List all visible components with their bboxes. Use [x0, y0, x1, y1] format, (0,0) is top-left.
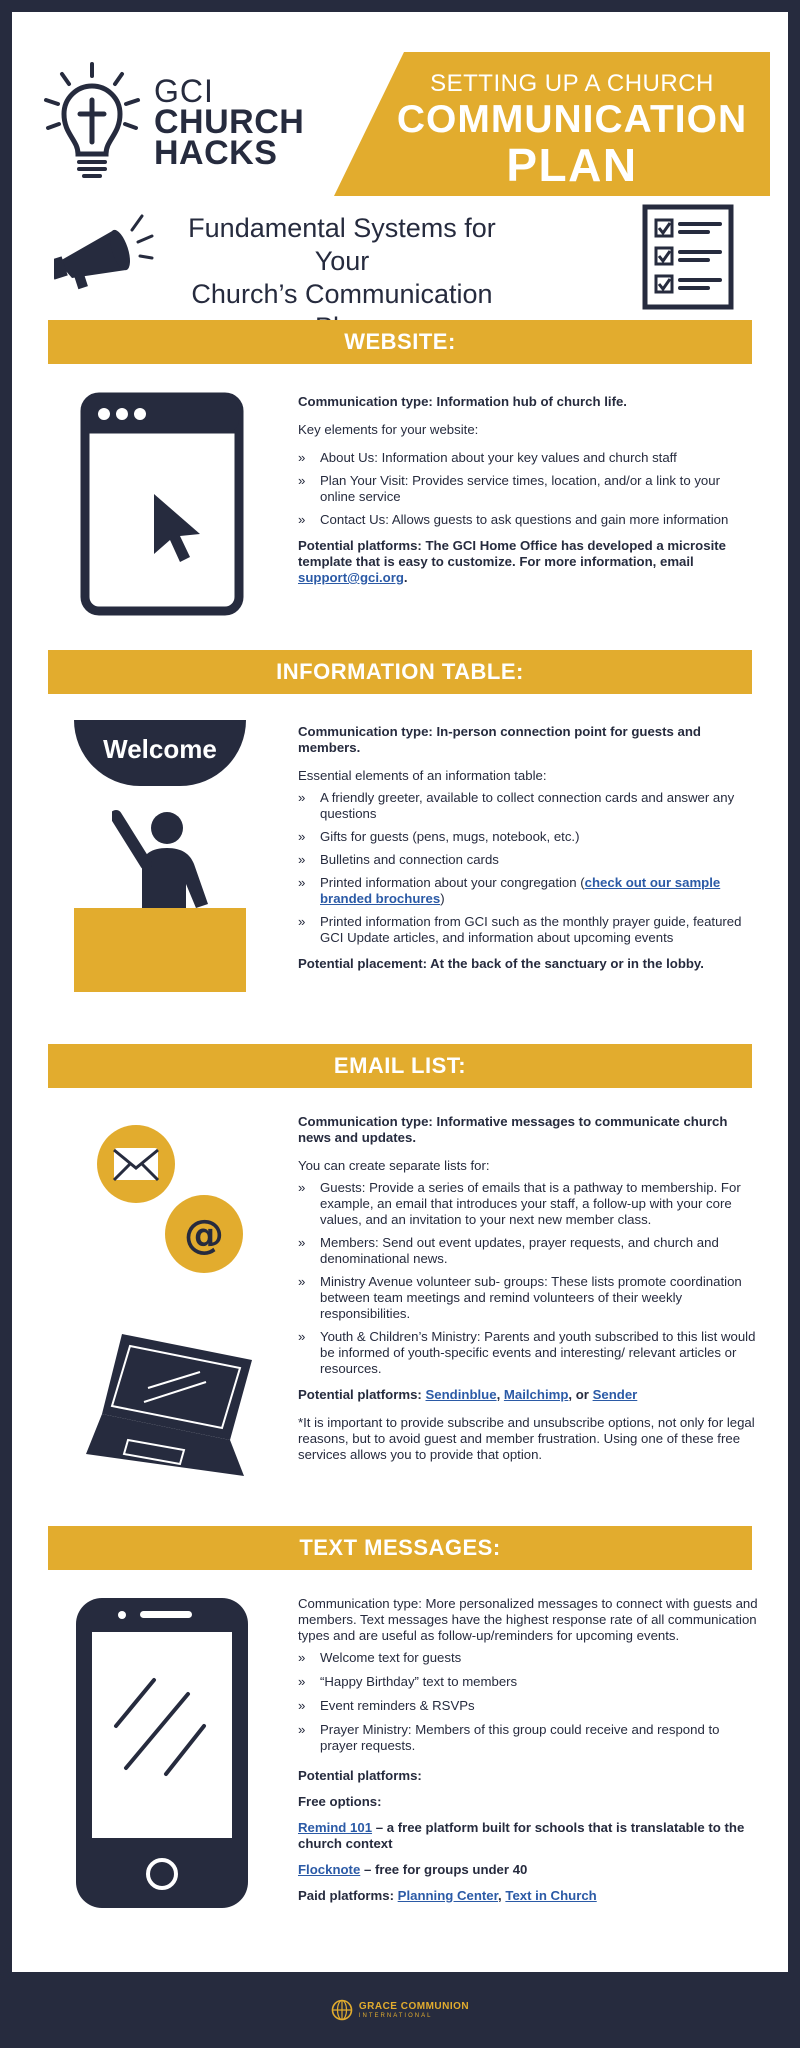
paid-label: Paid platforms: — [298, 1888, 398, 1903]
text-messages-section-header: TEXT MESSAGES: — [48, 1526, 752, 1570]
separator: , or — [568, 1387, 593, 1402]
info-table-text — [298, 724, 758, 984]
title-banner — [334, 52, 770, 196]
logo-hacks: HACKS — [154, 134, 278, 172]
website-section-header: WEBSITE: — [48, 320, 752, 364]
item-text: Printed information about your congregation ( — [320, 875, 585, 890]
list-item: » Plan Your Visit: Provides service times, location, and/or a link to your online service — [298, 473, 758, 505]
text-uses-list — [298, 1650, 758, 1754]
globe-icon — [331, 1999, 353, 2021]
text-messages-text — [298, 1596, 758, 1916]
list-item: » Welcome text for guests — [298, 1650, 758, 1666]
svg-text:@: @ — [184, 1212, 224, 1258]
email-lists-list — [298, 1180, 758, 1377]
remind-option — [298, 1820, 758, 1852]
footer — [0, 1972, 800, 2048]
list-item: » A friendly greeter, available to collect connection cards and answer any questions — [298, 790, 758, 822]
logo-gci: GCI — [154, 73, 214, 109]
website-text — [298, 394, 758, 598]
flocknote-option — [298, 1862, 758, 1878]
person-waving-icon — [112, 808, 222, 918]
at-sign-icon — [164, 1194, 244, 1274]
email-comm-type: Communication type: Informative messages to communicate church news and updates. — [298, 1114, 728, 1145]
info-table-elements-list — [298, 790, 758, 946]
email-list-text — [298, 1114, 758, 1475]
info-table-comm-type: Communication type: In-person connection point for guests and members. — [298, 724, 701, 755]
banner-line-1: SETTING UP A CHURCH — [430, 70, 714, 97]
information-desk — [74, 908, 246, 992]
list-item: » Guests: Provide a series of emails that is a pathway to membership. For example, an email that introduces your staff, a follow-up with your core values, and an invitation to your next new member class. — [298, 1180, 758, 1228]
mailchimp-link[interactable]: Mailchimp — [503, 1387, 569, 1402]
text-platforms-label: Potential platforms: — [298, 1768, 422, 1783]
banner-line-2: COMMUNICATION — [396, 98, 748, 141]
info-table-section-header: INFORMATION TABLE: — [48, 650, 752, 694]
list-item: » Bulletins and connection cards — [298, 852, 758, 868]
browser-window-icon — [80, 392, 244, 616]
email-list-section-header: EMAIL LIST: — [48, 1044, 752, 1088]
gci-church-hacks-logo — [42, 62, 342, 192]
list-item: » Contact Us: Allows guests to ask questions and gain more information — [298, 512, 758, 528]
lightbulb-cross-icon — [42, 62, 142, 182]
platforms-label: Potential platforms: — [298, 1387, 426, 1402]
laptop-icon — [84, 1330, 254, 1478]
info-table-intro: Essential elements of an information table: — [298, 768, 547, 783]
list-item: » Event reminders & RSVPs — [298, 1698, 758, 1714]
separator: , — [496, 1387, 504, 1402]
info-table-placement: Potential placement: At the back of the sanctuary or in the lobby. — [298, 956, 704, 971]
checklist-icon — [642, 204, 734, 310]
remind-desc: – a free platform built for schools that is translatable to the church context — [298, 1820, 745, 1851]
website-elements-list — [298, 450, 758, 528]
website-platforms-text: Potential platforms: The GCI Home Office has developed a microsite template that is easy to customize. For more information, email — [298, 538, 726, 569]
website-comm-type: Communication type: Information hub of church life. — [298, 394, 627, 409]
list-item: » About Us: Information about your key values and church staff — [298, 450, 758, 466]
paid-platforms — [298, 1888, 758, 1904]
flocknote-link[interactable]: Flocknote — [298, 1862, 361, 1877]
list-item — [298, 875, 758, 907]
list-item: » Prayer Ministry: Members of this group could receive and respond to prayer requests. — [298, 1722, 758, 1754]
website-intro: Key elements for your website: — [298, 422, 479, 437]
envelope-icon — [96, 1124, 176, 1204]
text-free-label: Free options: — [298, 1794, 382, 1809]
email-platforms — [298, 1387, 758, 1403]
sender-link[interactable]: Sender — [592, 1387, 638, 1402]
brochures-link[interactable]: check out our sample branded brochures — [320, 875, 721, 906]
subheading-line-2: Church’s Communication — [191, 279, 493, 309]
item-text-end: ) — [440, 891, 445, 906]
support-email-link[interactable]: support@gci.org — [298, 570, 404, 585]
welcome-sign: Welcome — [74, 720, 246, 786]
list-item: » “Happy Birthday” text to members — [298, 1674, 758, 1690]
text-in-church-link[interactable]: Text in Church — [505, 1888, 597, 1903]
planning-center-link[interactable]: Planning Center — [397, 1888, 499, 1903]
separator: , — [498, 1888, 506, 1903]
sendinblue-link[interactable]: Sendinblue — [425, 1387, 497, 1402]
megaphone-icon — [54, 212, 154, 292]
list-item: » Members: Send out event updates, prayer requests, and church and denominational news. — [298, 1235, 758, 1267]
banner-line-3: PLAN — [506, 139, 638, 191]
flocknote-desc: – free for groups under 40 — [360, 1862, 528, 1877]
infographic-page — [12, 12, 788, 1972]
list-item: » Printed information from GCI such as the monthly prayer guide, featured GCI Update articles, and information about upcoming events — [298, 914, 758, 946]
list-item: » Ministry Avenue volunteer sub- groups: These lists promote coordination between team meetings and remind volunteers of their weekly responsibilities. — [298, 1274, 758, 1322]
website-platforms-period: . — [403, 570, 408, 585]
logo-church: CHURCH — [154, 103, 305, 141]
email-intro: You can create separate lists for: — [298, 1158, 490, 1173]
footer-org-line-2: INTERNATIONAL — [358, 2012, 433, 2019]
website-platforms — [298, 538, 758, 586]
gci-footer-logo — [331, 1999, 469, 2021]
subheading-line-1: Fundamental Systems for Your — [188, 213, 496, 276]
list-item: » Youth & Children’s Ministry: Parents and youth subscribed to this list would be informed of youth-specific events and interesting/ relevant articles or resources. — [298, 1329, 758, 1377]
list-item: » Gifts for guests (pens, mugs, notebook, etc.) — [298, 829, 758, 845]
remind-101-link[interactable]: Remind 101 — [298, 1820, 373, 1835]
smartphone-icon — [76, 1598, 248, 1908]
footer-org-line-1: GRACE COMMUNION — [358, 2000, 470, 2012]
email-note: *It is important to provide subscribe and unsubscribe options, not only for legal reasons, but to avoid guest and member frustration. Using one of these free services allows you to provide that option. — [298, 1415, 755, 1462]
text-comm-type: Communication type: More personalized messages to connect with guests and members. Text messages have the highest response rate of all communication types and are useful as follow-up/reminders for upcoming events. — [298, 1596, 758, 1643]
